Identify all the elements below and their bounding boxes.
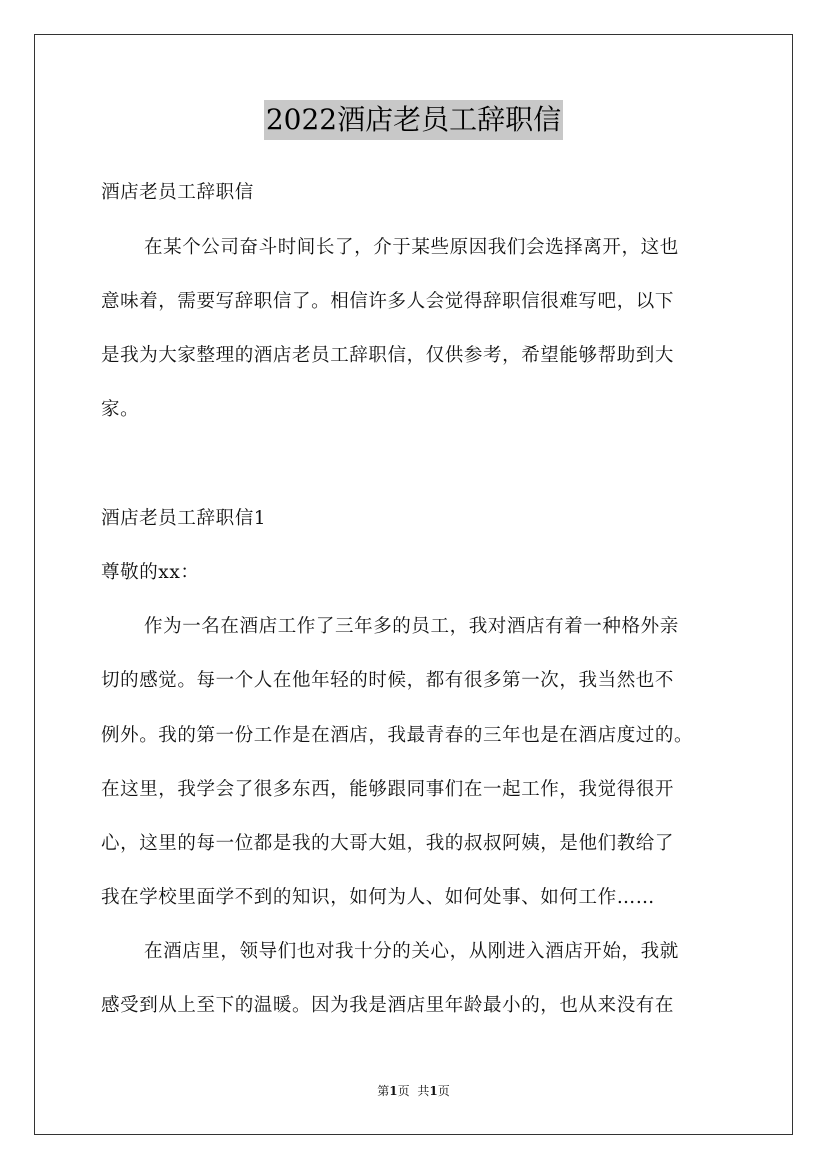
page-prefix: 第 xyxy=(377,1084,390,1098)
paragraph-line: 在某个公司奋斗时间长了，介于某些原因我们会选择离开，这也 xyxy=(144,237,679,258)
paragraph-line: 意味着，需要写辞职信了。相信许多人会觉得辞职信很难写吧，以下 xyxy=(101,291,675,312)
paragraph-line: 切的感觉。每一个人在他年轻的时候，都有很多第一次，我当然也不 xyxy=(101,670,675,691)
salutation: 尊敬的xx： xyxy=(101,562,200,583)
letter-heading: 酒店老员工辞职信1 xyxy=(101,508,267,529)
paragraph-line: 家。 xyxy=(101,399,140,420)
document-title: 2022酒店老员工辞职信 xyxy=(264,100,563,140)
page-number: 1 xyxy=(389,1084,398,1098)
total-pages: 1 xyxy=(429,1084,438,1098)
page-footer xyxy=(0,1083,827,1099)
paragraph-line: 作为一名在酒店工作了三年多的员工，我对酒店有着一种格外亲 xyxy=(144,616,679,637)
section-heading: 酒店老员工辞职信 xyxy=(101,182,254,203)
title-container xyxy=(0,100,827,140)
total-unit: 页 xyxy=(437,1084,450,1098)
paragraph-line: 是我为大家整理的酒店老员工辞职信，仅供参考，希望能够帮助到大 xyxy=(101,345,675,366)
paragraph-line: 例外。我的第一份工作是在酒店，我最青春的三年也是在酒店度过的。 xyxy=(101,725,694,746)
page-unit: 页 xyxy=(397,1084,410,1098)
total-prefix: 共 xyxy=(417,1084,430,1098)
paragraph-line: 在酒店里，领导们也对我十分的关心，从刚进入酒店开始，我就 xyxy=(144,941,679,962)
paragraph-line: 心，这里的每一位都是我的大哥大姐，我的叔叔阿姨，是他们教给了 xyxy=(101,833,675,854)
paragraph-line: 在这里，我学会了很多东西，能够跟同事们在一起工作，我觉得很开 xyxy=(101,779,675,800)
paragraph-line: 我在学校里面学不到的知识，如何为人、如何处事、如何工作…… xyxy=(101,887,655,908)
paragraph-line: 感受到从上至下的温暖。因为我是酒店里年龄最小的，也从来没有在 xyxy=(101,995,675,1016)
